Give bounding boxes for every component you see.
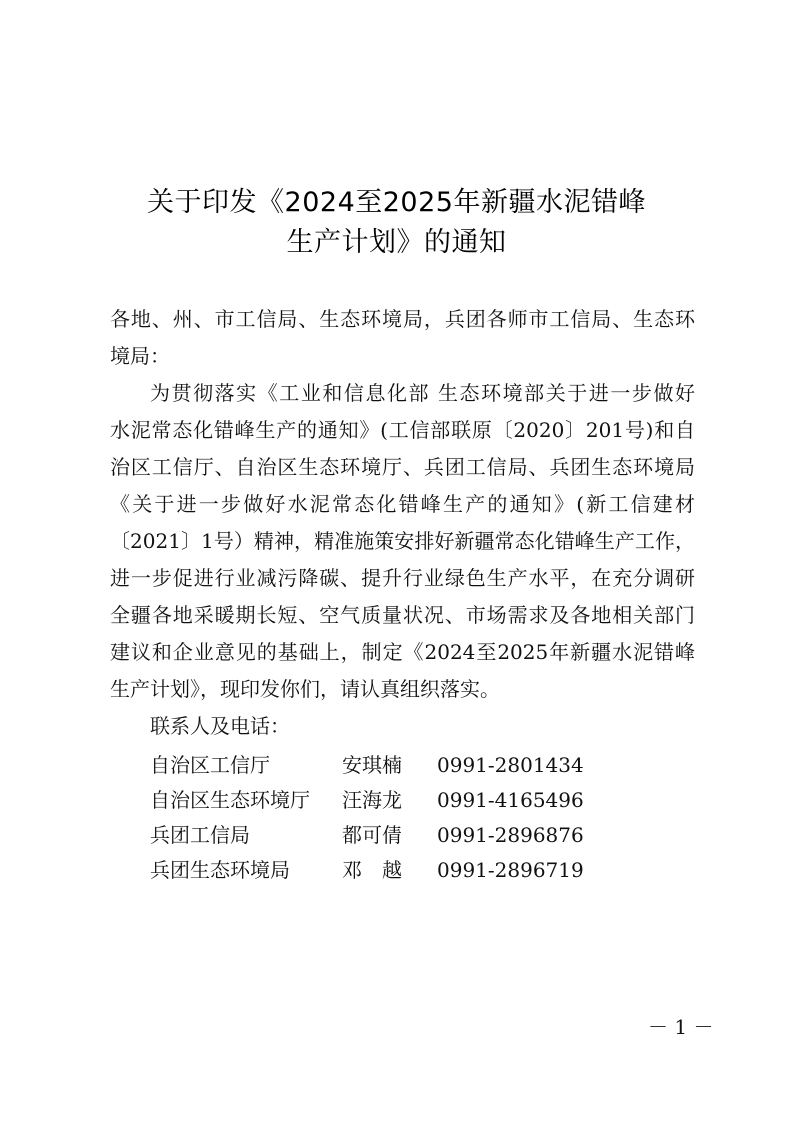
body-paragraph-line: 《关于进一步做好水泥常态化错峰生产的通知》(新工信建材	[110, 492, 695, 516]
body-paragraph-line: 〔2021〕1号）精神，精准施策安排好新疆常态化错峰生产工作，	[110, 529, 695, 553]
page-number: － 1 －	[648, 1015, 714, 1039]
contact-name: 汪海龙	[342, 788, 402, 812]
body-paragraph-line: 治区工信厅、自治区生态环境厅、兵团工信局、兵团生态环境局	[110, 455, 695, 479]
addressee-line-2: 境局：	[110, 344, 170, 368]
contact-org: 兵团生态环境局	[150, 858, 290, 882]
contacts-label: 联系人及电话：	[150, 714, 290, 738]
contact-name: 安琪楠	[342, 753, 402, 777]
contact-org: 自治区生态环境厅	[150, 788, 310, 812]
contact-org: 兵团工信局	[150, 823, 250, 847]
contact-phone: 0991-2896719	[437, 858, 584, 882]
body-paragraph-line: 进一步促进行业减污降碳、提升行业绿色生产水平，在充分调研	[110, 566, 695, 590]
contact-phone: 0991-2896876	[437, 823, 584, 847]
contact-name: 都可倩	[342, 823, 402, 847]
document-title-line-1: 关于印发《2024至2025年新疆水泥错峰	[147, 187, 646, 218]
body-paragraph-line: 水泥常态化错峰生产的通知》(工信部联原〔2020〕201号)和自	[110, 418, 695, 442]
document-title-line-2: 生产计划》的通知	[286, 227, 507, 258]
contact-phone: 0991-4165496	[437, 788, 584, 812]
contact-phone: 0991-2801434	[437, 753, 584, 777]
body-paragraph-line: 全疆各地采暖期长短、空气质量状况、市场需求及各地相关部门	[110, 603, 695, 627]
body-paragraph-line: 建议和企业意见的基础上，制定《2024至2025年新疆水泥错峰	[110, 640, 695, 664]
contact-org: 自治区工信厅	[150, 753, 270, 777]
contact-name: 邓 越	[342, 858, 402, 882]
body-paragraph-line: 生产计划》，现印发你们，请认真组织落实。	[110, 677, 500, 701]
addressee-line-1: 各地、州、市工信局、生态环境局，兵团各师市工信局、生态环	[110, 307, 695, 331]
body-paragraph-line: 为贯彻落实《工业和信息化部 生态环境部关于进一步做好	[150, 381, 695, 405]
